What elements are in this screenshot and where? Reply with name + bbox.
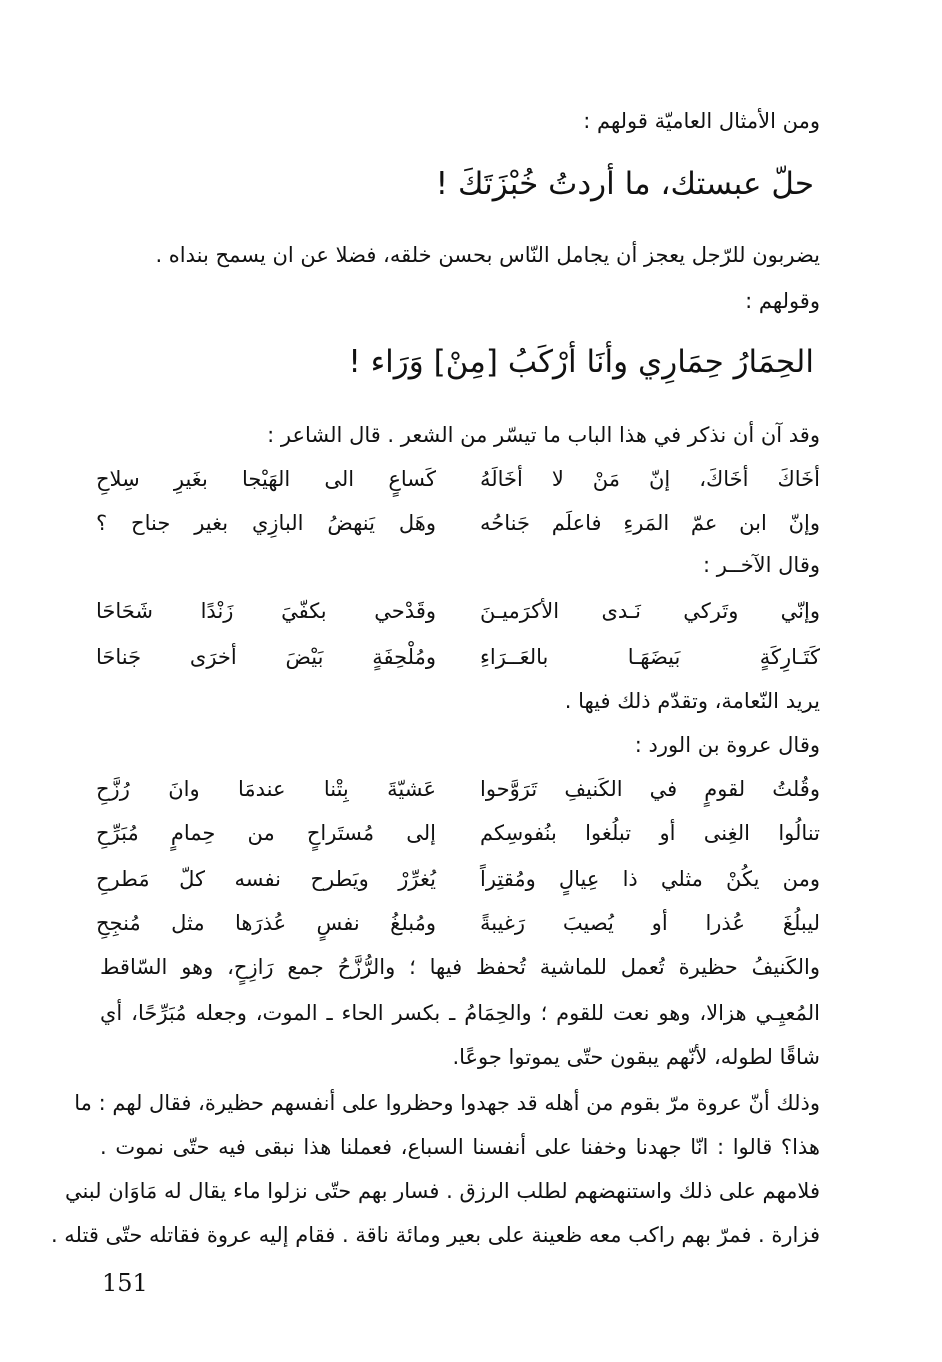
verse-first-hemistich: وإنّ ابن عمّ المَرءِ فاعلَم جَناحُه <box>480 511 820 535</box>
verse-line <box>96 816 820 850</box>
verse-second-hemistich: ومُبلغُ نفسٍ عُذرَها مثل مُنجِحِ <box>96 911 436 935</box>
intro-line: وقد آن أن نذكر في هذا الباب ما تيسّر من الشعر . قال الشاعر : <box>267 423 820 447</box>
verse-first-hemistich: وقُلتُ لقومٍ في الكَنيفِ تَرَوَّحوا <box>480 777 820 801</box>
verse-line <box>96 506 820 540</box>
intro-line: وقال عروة بن الورد : <box>634 733 820 757</box>
proverb-heading: حلّ عبستك، ما أردتُ خُبْزَتَكَ ! <box>435 166 814 202</box>
proverb-heading: الحِمَارُ حِمَارِي وأنَا أرْكَبُ [مِنْ] وَرَاء ! <box>348 344 814 380</box>
commentary-line: والكَنيفُ حظيرة تُعمل للماشية تُحفظ فيها ؛ والرُّزَّحُ جمع رَازِحٍ، وهو السّاقط <box>100 955 820 979</box>
verse-line <box>96 772 820 806</box>
verse-first-hemistich: ليبلُغَ عُذرا أو يُصيبَ رَغيبةً <box>480 911 820 935</box>
intro-line: وقال الآخــر : <box>703 553 820 577</box>
story-line: فزارة . فمرّ بهم راكب معه ظعينة على بعير ومائة ناقة . فقام إليه عروة فقاتله حتّى قتله . <box>50 1223 820 1247</box>
verse-second-hemistich: كَساعٍ الى الهَيْجا بغَيرِ سِلاحِ <box>96 467 436 491</box>
verse-first-hemistich: وإنّي وتَركي نَـدى الأكرَميـنَ <box>480 599 820 623</box>
verse-line <box>96 906 820 940</box>
verse-second-hemistich: إلى مُستَراحٍ من حِمامٍ مُبَرِّحِ <box>96 821 436 845</box>
explanation-line: يريد النّعامة، وتقدّم ذلك فيها . <box>564 689 820 713</box>
verse-line <box>96 862 820 896</box>
verse-line <box>96 594 820 628</box>
explanation-line: وقولهم : <box>745 289 820 313</box>
commentary-line: المُعيِـي هزالا، وهو نعت للقوم ؛ والحِمَامُ ـ بكسر الحاء ـ الموت، وجعله مُبَرِّحًا، أي <box>100 1001 820 1025</box>
verse-first-hemistich: كَتَـارِكَةٍ بَيضَهَـا بالعَــرَاءِ <box>480 645 820 669</box>
story-line: فلامهم على ذلك واستنهضهم لطلب الرزق . فسار بهم حتّى نزلوا ماء يقال له مَاوَان لبني <box>64 1179 820 1203</box>
verse-second-hemistich: يُغرِّرْ ويَطرح نفسه كلّ مَطرحِ <box>96 867 436 891</box>
verse-line <box>96 462 820 496</box>
verse-second-hemistich: وهَل يَنهضُ البازِي بغير جناح ؟ <box>96 511 436 535</box>
verse-second-hemistich: وقَدْحي بكفّيَ زَنْدًا شَحَاحَا <box>96 599 436 623</box>
intro-line: ومن الأمثال العاميّة قولهم : <box>583 109 820 133</box>
explanation-line: يضربون للرّجل يعجز أن يجامل النّاس بحسن خلقه، فضلا عن ان يسمح بنداه . <box>155 243 820 267</box>
verse-second-hemistich: عَشيّةَ بِتْنا عندمَا وانَ رُزَّحِ <box>96 777 436 801</box>
story-line: وذلك أنّ عروة مرّ بقوم من أهله قد جهدوا وحظروا على أنفسهم حظيرة، فقال لهم : ما <box>74 1091 820 1115</box>
verse-first-hemistich: تنالُوا الغِنى أو تبلُغوا بنُفوسِكم <box>480 821 820 845</box>
verse-second-hemistich: ومُلْحِفَةٍ بَيْضَ أخرَى جَناحَا <box>96 645 436 669</box>
verse-line <box>96 640 820 674</box>
page-number: 151 <box>102 1269 148 1297</box>
story-line: هذا؟ قالوا : انّا جهدنا وخفنا على أنفسنا السباع، فعملنا هذا نبقى فيه حتّى نموت . <box>100 1135 820 1159</box>
verse-first-hemistich: ومن يكُنْ مثلي ذا عِيالٍ ومُقتِراً <box>480 867 820 891</box>
verse-first-hemistich: أخَاكَ أخَاكَ، إنّ مَنْ لا أخَالَهُ <box>480 467 820 491</box>
commentary-line: شاقًا لطوله، لأنّهم يبقون حتّى يموتوا جوعًا. <box>452 1045 820 1069</box>
